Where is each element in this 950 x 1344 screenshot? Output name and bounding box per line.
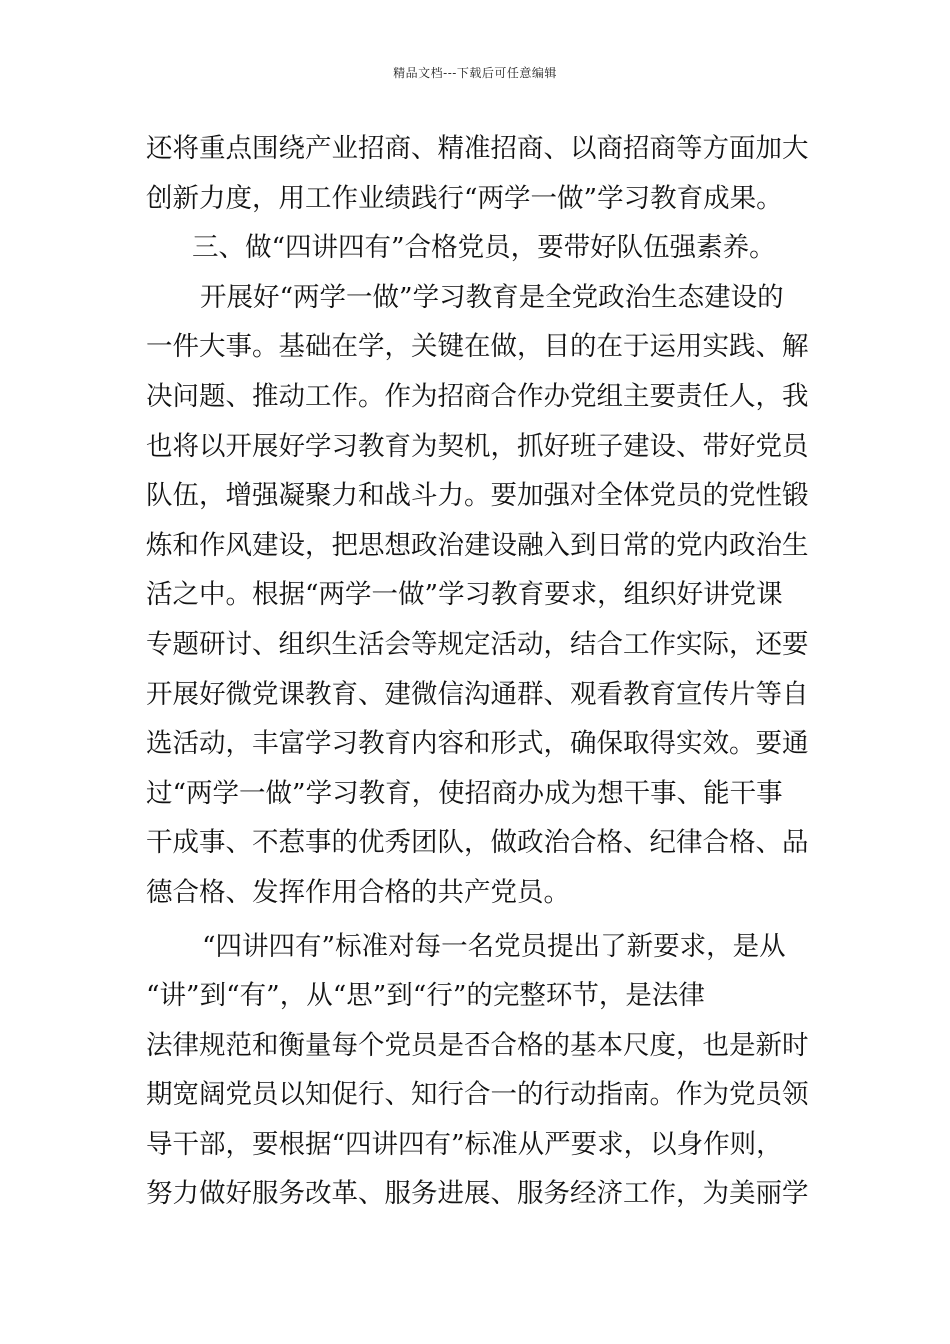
paragraph-line: “四讲四有”标准对每一名党员提出了新要求，是从 [202, 930, 786, 962]
page-header: 精品文档---下载后可任意编辑 [393, 66, 557, 80]
section-heading: 三、做“四讲四有”合格党员，要带好队伍强素养。 [192, 232, 776, 264]
paragraph-line: 一件大事。基础在学，关键在做，目的在于运用实践、解 [146, 331, 809, 363]
paragraph-line: 努力做好服务改革、服务进展、服务经济工作，为美丽学 [146, 1178, 809, 1210]
paragraph-line: 活之中。根据“两学一做”学习教育要求，组织好讲党课 [146, 579, 783, 611]
paragraph-line: 法律规范和衡量每个党员是否合格的基本尺度，也是新时 [146, 1029, 809, 1061]
paragraph-line: 导干部，要根据“四讲四有”标准从严要求，以身作则， [146, 1128, 783, 1160]
paragraph-line: 德合格、发挥作用合格的共产党员。 [146, 876, 570, 908]
paragraph-line: “讲”到“有”，从“思”到“行”的完整环节，是法律 [146, 980, 705, 1012]
paragraph-line: 决问题、推动工作。作为招商合作办党组主要责任人，我 [146, 380, 809, 412]
paragraph-line: 还将重点围绕产业招商、精准招商、以商招商等方面加大 [146, 133, 809, 164]
paragraph-line: 队伍，增强凝聚力和战斗力。要加强对全体党员的党性锻 [146, 480, 809, 512]
paragraph-line: 创新力度，用工作业绩践行“两学一做”学习教育成果。 [146, 182, 783, 214]
paragraph-line: 炼和作风建设，把思想政治建设融入到日常的党内政治生 [146, 529, 809, 561]
document-body [146, 124, 809, 1219]
paragraph-line: 开展好“两学一做”学习教育是全党政治生态建设的 [200, 281, 784, 313]
paragraph-line: 选活动，丰富学习教育内容和形式，确保取得实效。要通 [146, 728, 809, 760]
paragraph-line: 过“两学一做”学习教育，使招商办成为想干事、能干事 [146, 777, 783, 809]
paragraph-line: 期宽阔党员以知促行、知行合一的行动指南。作为党员领 [146, 1079, 809, 1111]
paragraph-line: 专题研讨、组织生活会等规定活动，结合工作实际，还要 [146, 628, 809, 660]
paragraph-line: 干成事、不惹事的优秀团队，做政治合格、纪律合格、品 [146, 827, 809, 859]
paragraph-line: 也将以开展好学习教育为契机，抓好班子建设、带好党员 [146, 430, 809, 462]
paragraph-line: 开展好微党课教育、建微信沟通群、观看教育宣传片等自 [146, 678, 809, 710]
